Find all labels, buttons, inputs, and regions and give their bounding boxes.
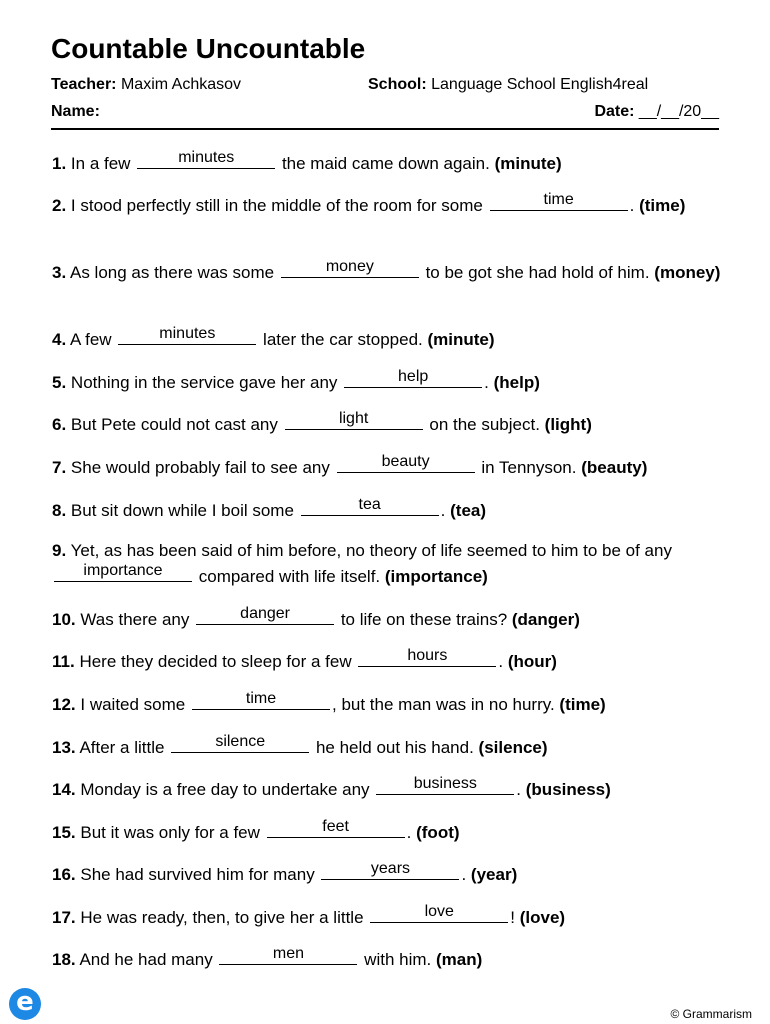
question-16 (52, 861, 722, 887)
answer-text: help (398, 368, 429, 385)
question-text-after: later the car stopped. (263, 330, 423, 349)
question-number: 6. (52, 415, 67, 434)
answer-text: beauty (381, 453, 430, 470)
question-14 (52, 776, 722, 802)
answer-blank[interactable] (171, 734, 309, 753)
question-text-before: And he had many (79, 950, 213, 969)
question-text-after: . (629, 196, 635, 215)
question-hint: (importance) (384, 567, 488, 586)
question-hint: (minute) (427, 330, 495, 349)
question-text-before: He was ready, then, to give her a little (80, 908, 364, 927)
question-text-after: compared with life itself. (198, 567, 381, 586)
question-number: 9. (52, 541, 67, 560)
question-hint: (love) (519, 908, 566, 927)
answer-blank[interactable] (267, 819, 405, 838)
school-name: Language School English4real (431, 76, 649, 93)
question-8 (52, 497, 722, 523)
question-text-before: Yet, as has been said of him before, no theory of life seemed to him to be of any (70, 541, 672, 560)
question-text-after: to be got she had hold of him. (425, 263, 650, 282)
answer-blank[interactable] (219, 946, 357, 965)
question-9 (52, 539, 722, 589)
question-text-after: ! (510, 908, 516, 927)
question-text-before: She would probably fail to see any (70, 458, 330, 477)
answer-blank[interactable] (285, 411, 423, 430)
question-1 (52, 150, 722, 176)
answer-blank[interactable] (137, 150, 275, 169)
question-text-after: . (406, 823, 412, 842)
question-text-after: in Tennyson. (481, 458, 577, 477)
answer-text: importance (83, 562, 163, 579)
question-number: 5. (52, 373, 67, 392)
question-number: 17. (52, 908, 76, 927)
name-label: Name: (51, 103, 100, 120)
question-text-before: Nothing in the service gave her any (70, 373, 338, 392)
teacher-label: Teacher: (51, 76, 117, 93)
teacher-line (51, 76, 241, 94)
answer-text: silence (215, 733, 266, 750)
question-number: 1. (52, 154, 67, 173)
answer-text: business (413, 775, 477, 792)
question-text-after: . (484, 373, 489, 392)
question-text-after: he held out his hand. (315, 738, 474, 757)
question-hint: (time) (639, 196, 686, 215)
question-18 (52, 946, 722, 972)
question-hint: (beauty) (581, 458, 648, 477)
answer-blank[interactable] (358, 648, 496, 667)
answer-text: men (272, 945, 304, 962)
date-label: Date: (594, 103, 635, 120)
question-text-after: . (440, 501, 446, 520)
question-10 (52, 606, 722, 632)
answer-blank[interactable] (344, 369, 482, 388)
answer-blank[interactable] (376, 776, 514, 795)
question-text-before: But it was only for a few (80, 823, 260, 842)
answer-blank[interactable] (370, 904, 508, 923)
question-text-after: the maid came down again. (281, 154, 490, 173)
question-text-before: But sit down while I boil some (70, 501, 294, 520)
question-6 (52, 411, 722, 437)
answer-text: feet (322, 818, 349, 835)
question-text-before: But Pete could not cast any (70, 415, 278, 434)
worksheet-title: Countable Uncountable (51, 33, 366, 64)
question-hint: (year) (470, 865, 518, 884)
question-hint: (tea) (450, 501, 487, 520)
date-value: __/__/20__ (638, 103, 719, 120)
question-number: 2. (52, 196, 67, 215)
answer-blank[interactable] (490, 192, 628, 211)
question-hint: (time) (559, 695, 606, 714)
question-hint: (danger) (511, 610, 580, 629)
question-15 (52, 819, 722, 845)
question-number: 11. (52, 652, 75, 671)
question-number: 15. (52, 823, 76, 842)
question-hint: (minute) (494, 154, 562, 173)
question-number: 12. (52, 695, 76, 714)
question-text-after: . (498, 652, 504, 671)
question-hint: (help) (493, 373, 540, 392)
answer-text: minutes (178, 149, 235, 166)
question-text-after: with him. (364, 950, 432, 969)
answer-text: danger (240, 605, 290, 622)
question-hint: (money) (654, 263, 721, 282)
answer-text: years (370, 860, 411, 877)
question-11 (52, 648, 722, 674)
question-5 (52, 369, 722, 395)
question-text-before: I stood perfectly still in the middle of the room for some (70, 196, 483, 215)
question-3 (52, 259, 722, 285)
answer-blank[interactable] (54, 563, 192, 582)
question-2 (52, 192, 722, 218)
question-text-before: She had survived him for many (80, 865, 315, 884)
question-7 (52, 454, 722, 480)
question-number: 16. (52, 865, 76, 884)
teacher-name: Maxim Achkasov (120, 76, 242, 93)
question-text-before: Monday is a free day to undertake any (80, 780, 370, 799)
question-hint: (light) (544, 415, 592, 434)
question-number: 7. (52, 458, 67, 477)
question-hint: (man) (435, 950, 483, 969)
copyright-text: © Grammarism (670, 1007, 752, 1021)
question-text-after: on the subject. (429, 415, 540, 434)
question-text-after: to life on these trains? (340, 610, 508, 629)
question-12 (52, 691, 722, 717)
answer-blank[interactable] (118, 326, 256, 345)
answer-blank[interactable] (337, 454, 475, 473)
question-text-before: In a few (70, 154, 131, 173)
answer-blank[interactable] (301, 497, 439, 516)
question-number: 18. (52, 950, 76, 969)
question-17 (52, 904, 722, 930)
answer-text: light (338, 410, 369, 427)
school-line (368, 76, 648, 94)
header-divider (51, 128, 719, 130)
question-number: 3. (52, 263, 67, 282)
question-text-before: As long as there was some (69, 263, 275, 282)
question-number: 13. (52, 738, 76, 757)
question-text-after: , but the man was in no hurry. (332, 695, 555, 714)
answer-text: money (325, 258, 374, 275)
question-13 (52, 734, 722, 760)
answer-blank[interactable] (196, 606, 334, 625)
question-text-before: Was there any (80, 610, 190, 629)
question-hint: (silence) (478, 738, 548, 757)
question-number: 4. (52, 330, 67, 349)
answer-text: love (424, 903, 454, 920)
question-text-before: I waited some (80, 695, 186, 714)
name-line (51, 103, 100, 121)
answer-text: time (245, 690, 277, 707)
question-number: 14. (52, 780, 76, 799)
question-hint: (hour) (507, 652, 557, 671)
answer-text: minutes (159, 325, 216, 342)
question-text-after: . (461, 865, 467, 884)
question-text-before: After a little (79, 738, 165, 757)
question-hint: (foot) (416, 823, 460, 842)
question-number: 10. (52, 610, 76, 629)
answer-text: time (543, 191, 574, 208)
school-label: School: (368, 76, 427, 93)
question-text-after: . (516, 780, 522, 799)
answer-text: tea (358, 496, 381, 513)
answer-text: hours (407, 647, 448, 664)
english4real-logo: e (9, 988, 41, 1020)
question-text-before: Here they decided to sleep for a few (79, 652, 352, 671)
question-text-before: A few (69, 330, 112, 349)
answer-blank[interactable] (321, 861, 459, 880)
question-number: 8. (52, 501, 67, 520)
question-hint: (business) (525, 780, 611, 799)
question-4 (52, 326, 722, 352)
answer-blank[interactable] (192, 691, 330, 710)
answer-blank[interactable] (281, 259, 419, 278)
date-line (594, 103, 719, 121)
